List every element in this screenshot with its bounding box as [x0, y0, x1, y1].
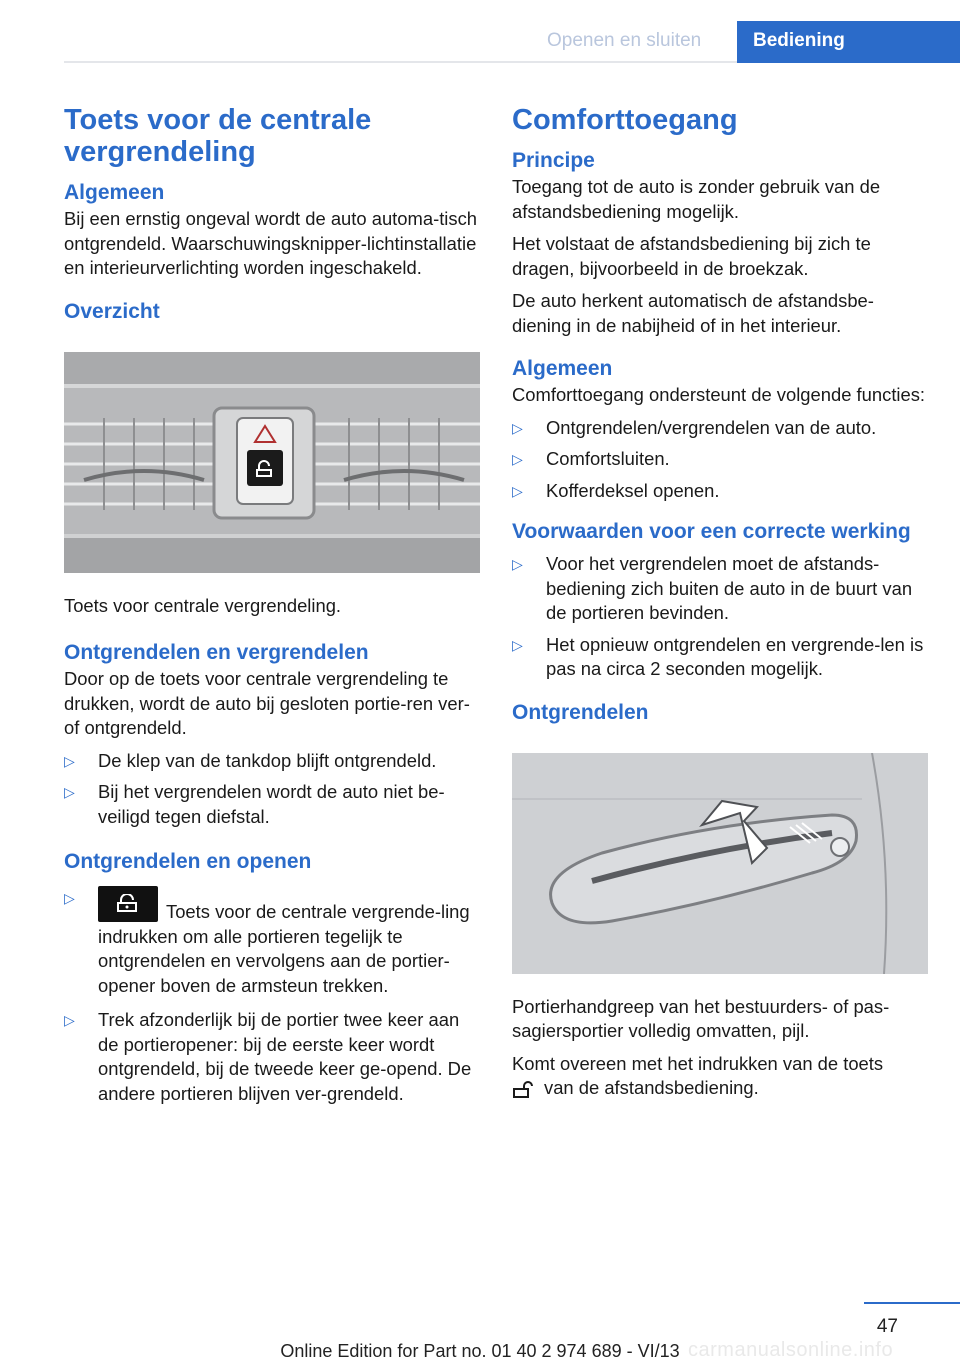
list-item: ▷ Ontgrendelen/vergrendelen van de auto.: [512, 416, 928, 441]
list-item: ▷ De klep van de tankdop blijft ontgrendeld.: [64, 749, 480, 774]
section-title-comforttoegang: Comforttoegang: [512, 104, 738, 136]
left-column: [64, 104, 480, 1116]
header-chapter-tab[interactable]: Bediening: [737, 21, 960, 63]
door-handle-photo: [512, 753, 928, 974]
ontgrendelen-caption: Portierhandgreep van het bestuurders- of pas-sagiersportier volledig omvatten, pijl.: [512, 995, 890, 1041]
section-title-central-locking: Toets voor de centrale vergrendeling: [64, 104, 372, 168]
triangle-right-icon: ▷: [64, 1012, 75, 1028]
unlock-icon: [512, 1081, 534, 1099]
triangle-right-icon: ▷: [512, 419, 523, 436]
list-item: ▷ Bij het vergrendelen wordt de auto niet be-veiligd tegen diefstal.: [64, 781, 445, 827]
voorwaarden-list: [512, 552, 928, 682]
list-item: ▷ Kofferdeksel openen.: [512, 479, 928, 504]
principe-paragraph: Het volstaat de afstandsbediening bij zich te dragen, bijvoorbeeld in de broekzak.: [512, 233, 871, 279]
car-lock-icon: [98, 886, 158, 922]
list-item: ▷ Toets voor de centrale vergrende-ling indrukken om alle portieren tegelijk te ontgrendelen en vervolgens aan de portier-opener boven de armsteun trekken.: [64, 886, 480, 998]
triangle-right-icon: ▷: [512, 482, 523, 499]
ontgrendelen-vergrendelen-text: Door op de toets voor centrale vergrendeling te drukken, wordt de auto bij gesloten portie-ren ver- of ontgrendeld.: [64, 668, 470, 738]
principe-paragraph: Toegang tot de auto is zonder gebruik van de afstandsbediening mogelijk.: [512, 176, 881, 222]
heading-ontgrendelen-openen: Ontgrendelen en openen: [64, 850, 312, 873]
central-locking-button-photo: [64, 352, 480, 573]
heading-voorwaarden: Voorwaarden voor een correcte werking: [512, 520, 911, 543]
header-section-tab[interactable]: Openen en sluiten: [547, 30, 702, 51]
triangle-right-icon: ▷: [512, 556, 523, 572]
principe-paragraph: De auto herkent automatisch de afstandsbe-diening in de nabijheid of in het interieur.: [512, 290, 874, 336]
overzicht-caption: Toets voor centrale vergrendeling.: [64, 594, 342, 616]
ontgrendelen-vergrendelen-list: [64, 749, 480, 830]
triangle-right-icon: ▷: [64, 890, 75, 906]
heading-principe: Principe: [512, 149, 595, 172]
functies-list: [512, 416, 928, 504]
heading-ontgrendelen-vergrendelen: Ontgrendelen en vergrendelen: [64, 641, 369, 664]
triangle-right-icon: ▷: [512, 636, 523, 653]
triangle-right-icon: ▷: [64, 784, 75, 800]
right-column: [512, 104, 928, 1109]
edition-text: Online Edition for Part no. 01 40 2 974 689 - VI/13: [280, 1341, 680, 1361]
algemeen-right-text: Comforttoegang ondersteunt de volgende functies:: [512, 384, 926, 405]
list-item: ▷ Comfortsluiten.: [512, 447, 928, 472]
footer-rule: [864, 1302, 960, 1304]
heading-overzicht: Overzicht: [64, 299, 160, 323]
triangle-right-icon: ▷: [512, 451, 523, 467]
heading-algemeen: Algemeen: [64, 181, 165, 204]
list-item: ▷ Het opnieuw ontgrendelen en vergrende-len is pas na circa 2 seconden mogelijk.: [512, 633, 924, 679]
ontgrendelen-openen-list: [64, 886, 480, 1106]
algemeen-text: Bij een ernstig ongeval wordt de auto automa-tisch ontgrendeld. Waarschuwingsknipper-lichtinstallatie en interieurverlichting worden ingeschakeld.: [64, 208, 478, 278]
triangle-right-icon: ▷: [64, 752, 75, 769]
list-item: ▷ Trek afzonderlijk bij de portier twee keer aan de portieropener: bij de eerste keer wordt ontgrendeld, bij de tweede keer ge-opend. De andere portieren blijven ver-grendeld.: [64, 1009, 472, 1104]
watermark: carmanualsonline.info: [688, 1339, 894, 1361]
heading-ontgrendelen: Ontgrendelen: [512, 700, 649, 724]
list-item: ▷ Voor het vergrendelen moet de afstands-bediening zich buiten de auto in de buurt van de portieren bevinden.: [512, 553, 913, 623]
heading-algemeen-right: Algemeen: [512, 357, 613, 380]
page-number: 47: [876, 1316, 898, 1337]
ontgrendelen-text: Komt overeen met het indrukken van de toets van de afstandsbediening.: [512, 1052, 884, 1098]
